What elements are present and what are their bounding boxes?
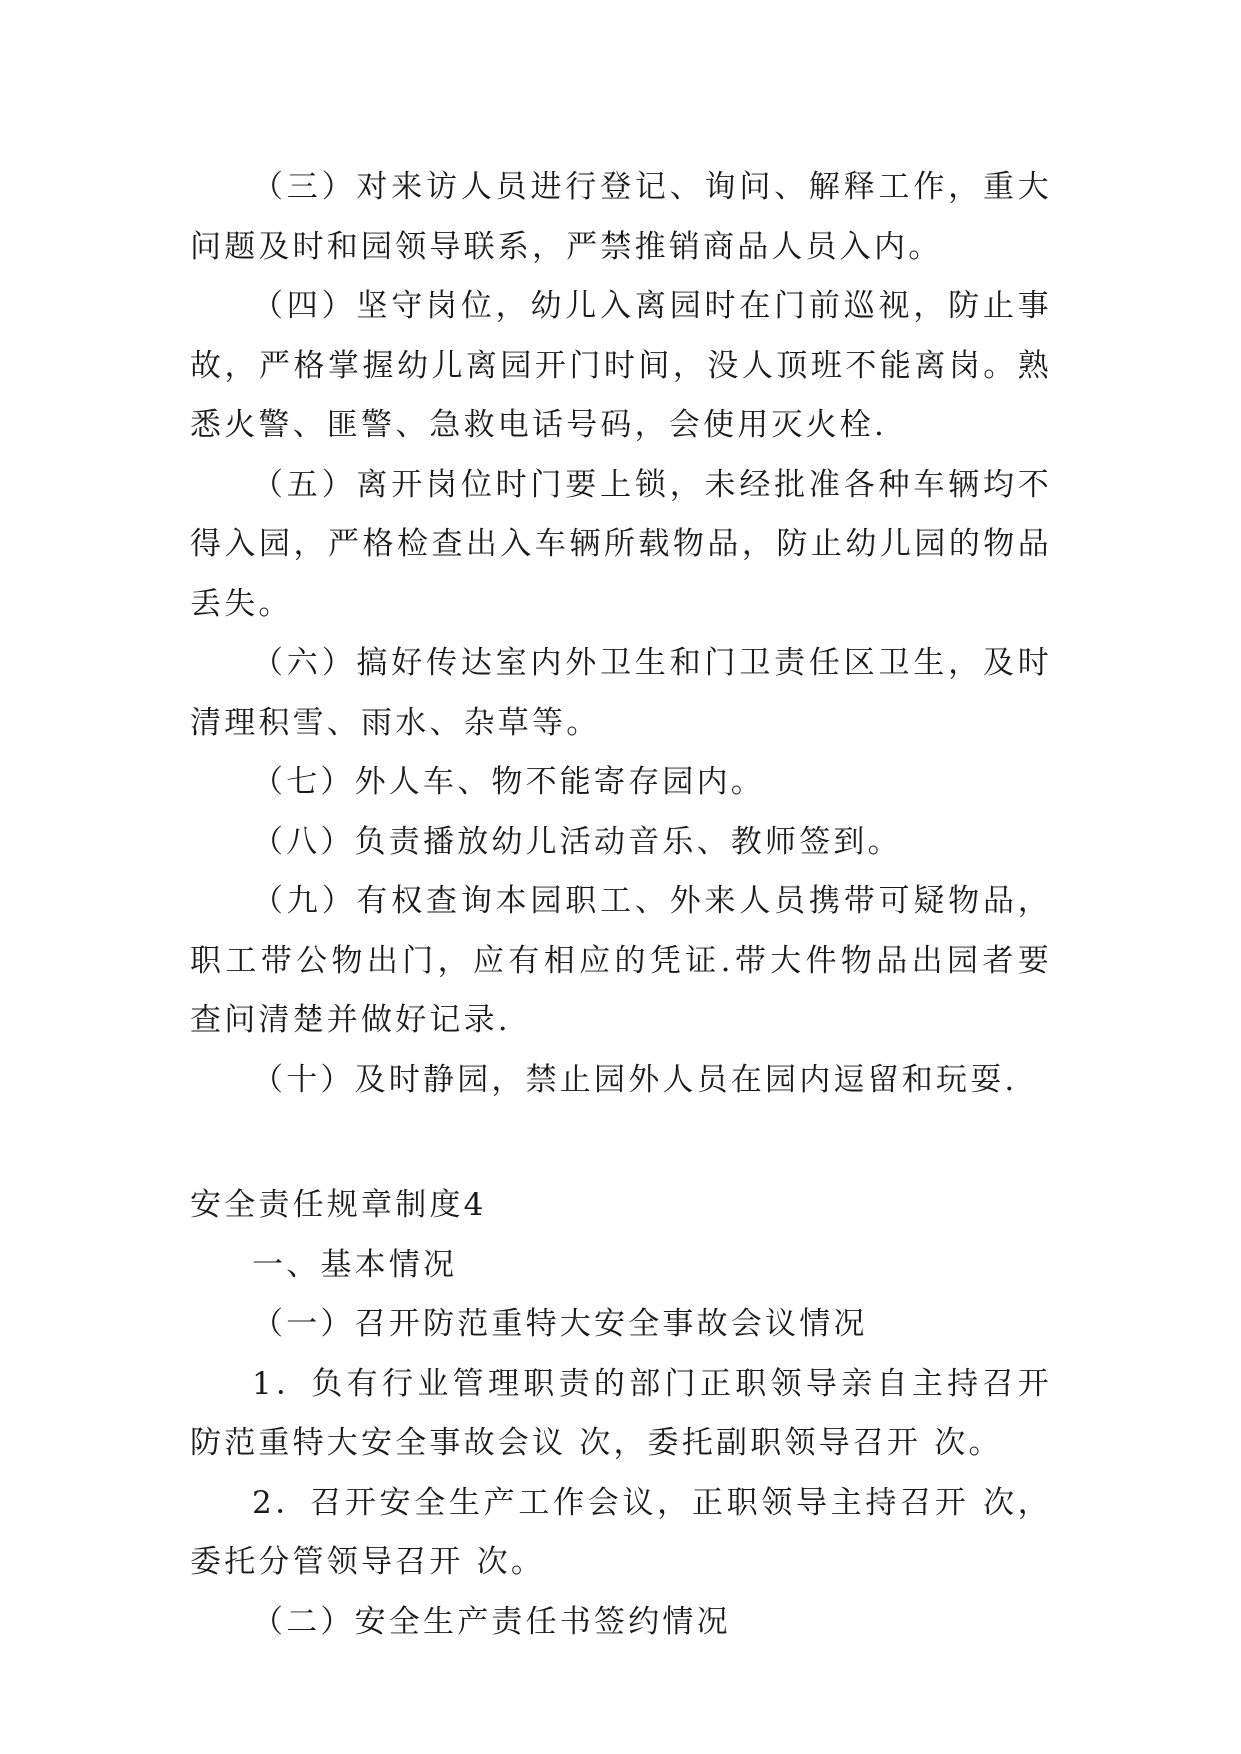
subheading-basic-situation: 一、基本情况 xyxy=(252,1246,458,1283)
paragraph-item-4: （四）坚守岗位，幼儿入离园时在门前巡视，防止事故，严格掌握幼儿离园开门时间，没人顶班不能离岗。熟悉火警、匪警、急救电话号码，会使用灭火栓. xyxy=(190,288,1052,443)
subheading-responsibility-signing: （二）安全生产责任书签约情况 xyxy=(252,1603,731,1640)
paragraph-item-7: （七）外人车、物不能寄存园内。 xyxy=(252,764,765,800)
section-title: 安全责任规章制度4 xyxy=(190,1187,487,1223)
paragraph-meeting-2: 2．召开安全生产工作会议，正职领导主持召开 次，委托分管领导召开 次。 xyxy=(190,1484,1052,1580)
paragraph-item-8: （八）负责播放幼儿活动音乐、教师签到。 xyxy=(252,823,902,860)
document-body xyxy=(190,158,1052,1652)
subheading-meeting-status: （一）召开防范重特大安全事故会议情况 xyxy=(252,1306,868,1342)
paragraph-item-5: （五）离开岗位时门要上锁，未经批准各种车辆均不得入园，严格检查出入车辆所载物品，防止幼儿园的物品丢失。 xyxy=(190,466,1052,622)
paragraph-item-3: （三）对来访人员进行登记、询问、解释工作，重大问题及时和园领导联系，严禁推销商品人员入内。 xyxy=(190,169,1052,265)
paragraph-item-9: （九）有权查询本园职工、外来人员携带可疑物品，职工带公物出门，应有相应的凭证.带大件物品出园者要查问清楚并做好记录. xyxy=(190,883,1052,1038)
paragraph-item-6: （六）搞好传达室内外卫生和门卫责任区卫生，及时清理积雪、雨水、杂草等。 xyxy=(190,645,1052,741)
section-gap xyxy=(190,1110,1052,1176)
paragraph-item-10: （十）及时静园，禁止园外人员在园内逗留和玩耍. xyxy=(252,1061,1018,1098)
paragraph-meeting-1: 1．负有行业管理职责的部门正职领导亲自主持召开防范重特大安全事故会议 次，委托副职领导召开 次。 xyxy=(190,1365,1052,1461)
